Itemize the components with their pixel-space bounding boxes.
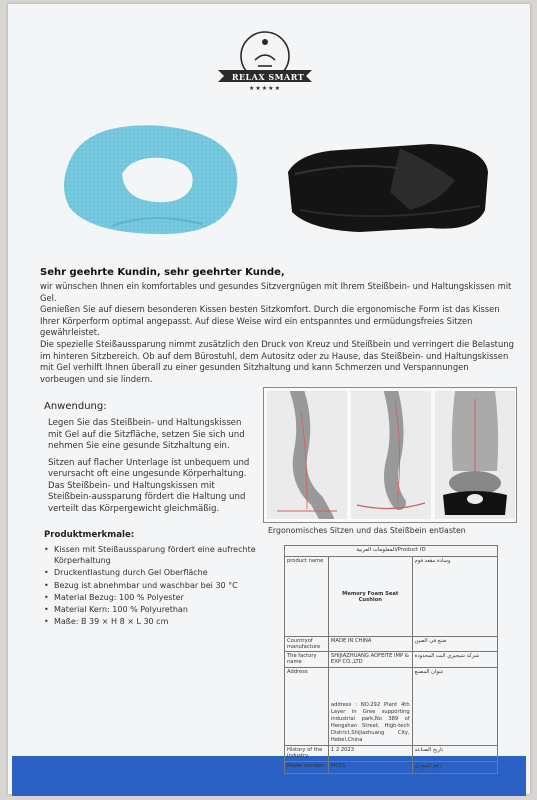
brand-stars: ★★★★★ [249,85,281,92]
spec-value: MC01 [328,762,412,774]
spec-arabic: عنوان المصنع [412,668,497,746]
gel-pad-image [52,116,252,241]
spec-label: Address [285,668,329,746]
spec-table [284,545,498,774]
feature-item: • Material Kern: 100 % Polyurethan [44,604,274,615]
anwendung-paragraph: Legen Sie das Steißbein- und Haltungskissen mit Gel auf die Sitzfläche, setzen Sie sich und nehmen Sie eine gesunde Sitzhaltung ein. [48,418,245,451]
spec-value: address : NO.292 Plant 4th Layer in Gree supporting industrial park,No 389 of Hengshan Street, High-tech District,Shijiazhuang City, Hebei,China [328,668,412,746]
spec-value: MADE IN CHINA [328,637,412,652]
intro-paragraph: Genießen Sie auf diesem besonderen Kissen besten Sitzkomfort. Durch die ergonomische Form ist das Kissen Ihrer Körperform optimal angepasst. Auf diese Weise wird ein entspanntes und ermüdungsfreies Sitzen gewährleistet. [40,304,500,338]
spec-label: Model number [285,762,329,774]
spec-table-header: المعلومات العربية/Product ID [285,546,498,557]
greeting-heading: Sehr geehrte Kundin, sehr geehrter Kunde, [40,267,285,278]
spec-arabic: شركة شيجيزي اليت المحدودة [412,652,497,668]
anwendung-text [48,418,258,520]
posture-figure-back-cushion [435,391,515,519]
feature-item: • Bezug ist abnehmbar und waschbar bei 30 °C [44,580,274,591]
spec-arabic: صنع في الصين [412,637,497,652]
intro-paragraph: wir wünschen Ihnen ein komfortables und gesundes Sitzvergnügen mit Ihrem Steißbein- und Haltungskissen mit Gel. [40,281,512,303]
produktmerkmale-title: Produktmerkmale: [44,530,135,540]
spec-value: Memory Foam Seat Cushion [328,557,412,637]
feature-item: • Druckentlastung durch Gel Oberfläche [44,567,274,578]
spec-arabic: وسادة مقعد فوم [412,557,497,637]
feature-item: • Material Bezug: 100 % Polyester [44,592,274,603]
spec-arabic: تاريخ الصناعة [412,746,497,762]
brand-name: RELAX SMART [231,72,305,82]
spec-label: product name [285,557,329,637]
intro-paragraph: Die spezielle Steißaussparung nimmt zusätzlich den Druck von Kreuz und Steißbein und verringert die Belastung im hinteren Sitzbereich. Ob auf dem Bürostuhl, dem Autositz oder zu Hause, das Steißbein- und Haltungskissen mit Gel verhilft Ihnen überall zu einer gesunden Sitzhaltung und kann Schmerzen und Verspannungen vorbeugen und sie lindern. [40,338,514,384]
posture-figure-side-flat [267,391,347,519]
feature-item: • Maße: B 39 × H 8 × L 30 cm [44,616,274,627]
posture-figures [263,387,517,523]
produktmerkmale-list [44,544,274,628]
brand-logo [210,28,320,98]
spec-arabic: رقم الموديل [412,762,497,774]
feature-item: • Kissen mit Steißaussparung fördert eine aufrechte Körperhaltung [44,544,274,566]
spec-label: History of the industry [285,746,329,762]
anwendung-title: Anwendung: [44,401,107,412]
spec-value: 1 2 2023 [328,746,412,762]
anwendung-paragraph: Sitzen auf flacher Unterlage ist unbequem und verursacht oft eine ungesunde Körperhaltung. Das Steißbein- und Haltungskissen mit Steißbein-aussparung fördert die Haltung und verteilt das Körpergewicht gleichmäßig. [48,457,250,514]
posture-figure-side-seat [351,391,431,519]
spec-value: SHIJIAZHUANG AOFEITE IMP & EXP CO.,LTD [328,652,412,668]
spec-label: The factory name [285,652,329,668]
spec-label: Countryof manufacture [285,637,329,652]
intro-text [40,281,514,385]
figure-caption: Ergonomisches Sitzen und das Steißbein entlasten [268,526,466,535]
foam-cushion-image [280,132,492,242]
